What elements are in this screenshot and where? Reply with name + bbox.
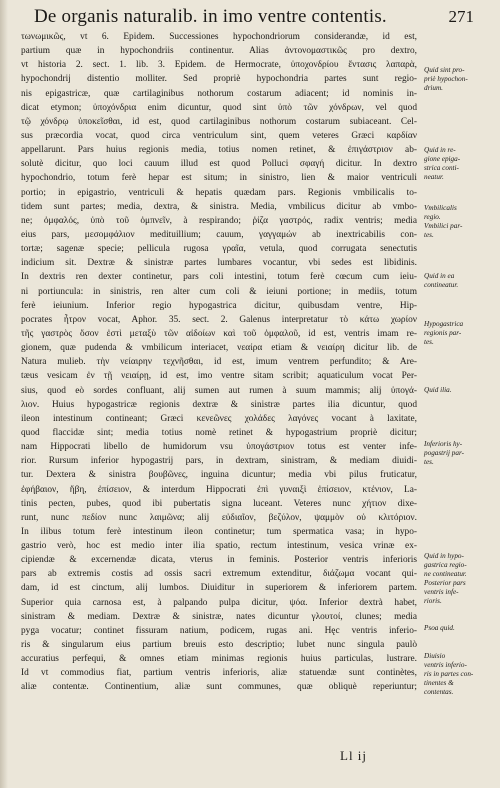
margin-note [424, 552, 494, 606]
text-line: indicium sit. Dextræ & sinistræ partes lumbares vocantur, vbi sedes est libidinis. [21, 258, 417, 269]
margin-note-line: Psoa quid. [424, 624, 455, 632]
margin-note-line: Posterior pars [424, 579, 466, 587]
margin-note [424, 624, 494, 633]
text-line: cipiendæ & excernendæ dicata, vterus in feminis. Posterior ventris inferioris [21, 555, 417, 566]
text-line: Superior quia carnosa est, à palpando pulpa dicitur, ψόα. Inferior dextrà habet, [21, 597, 417, 608]
margin-note-line: Vmbilici par- [424, 222, 463, 230]
text-line: hypochondrio, totum ferè hepar est situm; in sinistro, lien & maior ventriculi [21, 173, 417, 184]
text-line: solutè dicitur, quo loci cauum illud est quod Polluci σφαγή dicitur. In dextro [21, 159, 417, 170]
text-line: aliæ contentæ. Continentium, aliæ sunt communes, quæ obliquè reperiuntur; [21, 682, 417, 693]
margin-note-line: ventris inferio- [424, 661, 467, 669]
margin-note-line: tes. [424, 231, 434, 239]
text-line: dicat etymon; ὑποχόνδρια enim dicuntur, quod sint ὑπὸ τῶν χόνδρων, vel quod [21, 102, 417, 113]
margin-note [424, 146, 494, 182]
margin-note [424, 320, 494, 347]
margin-note [424, 440, 494, 467]
text-line: tidem sunt partes; media, dextra, & sinistra. Media, vmbilicus dicitur ab vmbo- [21, 201, 417, 212]
text-line: hypochondrij distentio molliter. Sed propriè hypochondria partes sunt regio- [21, 74, 417, 85]
text-line: λιον. Huius hypogastricæ regionis dextræ & sinistræ partes ilia dicuntur, quod [21, 399, 417, 410]
text-line: sius, quod eò sordes confluant, alij sumen aut rumen à suum mammis; alij ὑπογά- [21, 385, 417, 396]
text-line: ne; ὀμφαλός, ὑπὸ τοῦ ὀμπνεῖν, à respirando; ῥίζα γαστρός, radix ventris; media [21, 215, 417, 226]
margin-note [424, 652, 494, 697]
margin-note [424, 66, 494, 93]
text-line: ileon intestinum contineant; Græci κενεῶνες χολάδες λαγόνες vocant à laxitate, [21, 413, 417, 424]
text-line: pars ab extremis costis ad ossis sacri extremum extenditur, διάζωμα vocant qui- [21, 569, 417, 580]
margin-note-line: tes. [424, 338, 434, 346]
text-line: sinistram & mediam. Dextræ & sinistræ, nates dicuntur γλουτοί, clunes; media [21, 611, 417, 622]
margin-note-line: Quid ilia. [424, 386, 452, 394]
page-number: 271 [448, 7, 474, 26]
margin-note-line: priè hypochon- [424, 75, 468, 83]
text-line: nam Hippocrati libello de humidorum vsu ὑπογάστριον totus est venter infe- [21, 442, 417, 453]
margin-note [424, 272, 494, 290]
text-line: ni portiuncula: in sinistris, ren alter cum coli & ieiuni portione; in mediis, totum [21, 286, 417, 297]
text-line: gastrio verò, hoc est medio inter ilia spatio, rectum intestinum, vesica vrinæ ex- [21, 541, 417, 552]
signature-mark: Ll ij [340, 748, 368, 763]
margin-note-line: Hypogastrica [424, 320, 464, 328]
text-line: τωνωμικῶς, vt 6. Epidem. Successiones hypochondriorum considerandæ, id est, [21, 32, 417, 42]
text-line: eius pars, μεσομφάλιον medituillium; cauum, γαγγαμών ab inextricabilis con- [21, 229, 417, 240]
text-line: runt, nunc πεδίον nunc λαιμῶνα; alij εὐδιαῖον, βεζύλον, ψαμμὸν οὐ κλιτόριον. [21, 512, 417, 523]
text-line: appellarunt. Pars huius regionis media, totius nomen retinet, & ἐπιγάστριον ab- [21, 145, 417, 156]
text-line: pyga vocatur; continet fissuram natium, podicem, rugas ani. Hęc ventris inferio- [21, 625, 417, 636]
margin-note-line: pogastrij par- [424, 449, 464, 457]
margin-note-line: ventris infe- [424, 588, 459, 596]
margin-note-line: Diuisio [424, 652, 446, 660]
text-line: partium quæ in hypochondriis continentur. Alias ἀντονομαστικῶς pro dextro, [21, 46, 417, 57]
margin-note-line: drium. [424, 84, 443, 92]
text-line: pocrates ἦτρον vocat, Aphor. 35. sect. 2. Galenus interpretatur τὸ κάτω χωρίον [21, 314, 417, 325]
margin-note-line: tes. [424, 458, 434, 466]
text-line: ris & singularum eius partium breuis esto descriptio; lubet nunc singula paulò [21, 640, 417, 651]
text-line: accuratius perfequi, & omnes etiam minimas regionis huius particulas, lustrare. [21, 654, 417, 665]
margin-note-line: gastrica regio- [424, 561, 467, 569]
text-line: ferè ieiunium. Inferior regio hypogastrica dicitur, quibusdam ventre, Hip- [21, 300, 417, 311]
text-line: Natura mulieb. τὴν νείαιρην τεχνῆσθαι, id est, imum ventrem perfundito; & Are- [21, 357, 417, 368]
main-text-block [21, 30, 417, 695]
text-line: nis epigastricæ, quæ cartilaginibus nothorum costarum adiacent; id nominis in- [21, 88, 417, 99]
text-line: dam, id est cinctum, alij lumbos. Diuiditur in superiorem & inferiorem partem. [21, 583, 417, 594]
margin-note-line: gione epiga- [424, 155, 461, 163]
margin-note-line: regio. [424, 213, 441, 221]
margin-note-line: Quid in ea [424, 272, 455, 280]
margin-note-line: ne contineatur. [424, 570, 467, 578]
running-head: De organis naturalib. in imo ventre contentis. [34, 6, 387, 27]
text-line: portio; in epigastrio, ventriculi & hepatis quædam pars. Regionis vmbilicalis to- [21, 187, 417, 198]
text-line: τῷ χόνδρῳ ὑποκεῖσθαι, id est, quod cartilaginibus nothorum costarum subiaceant. Cel- [21, 116, 417, 127]
margin-note-line: neatur. [424, 173, 444, 181]
margin-note-line: tinentes & [424, 679, 454, 687]
text-line: In ilibus totum ferè intestinum ileon continetur; tum spermatica vasa; in hypo- [21, 526, 417, 537]
text-line: rior. Rursum inferior hypogastrij pars, in dextram, sinistram, & mediam diuidi- [21, 456, 417, 467]
margin-note-line: Vmbilicalis [424, 204, 457, 212]
margin-note-line: Quid sint pro- [424, 66, 465, 74]
text-line: tæus vesicam ἐν τῇ νειαίρῃ, id est, imo ventre sitam scribit; aquaticulum vocat Per- [21, 371, 417, 382]
text-line: tortæ; sagenæ specie; pellicula rugosa γραῖα, vetula, quod corrugata senectutis [21, 244, 417, 255]
text-line: vt historia 2. sect. 1. lib. 3. Epidem. de Hermocrate, ὑποχονδρίου ἔντασις λαπαρὰ, [21, 60, 417, 71]
text-line: τῆς γαστρὸς ὅσον ἐστὶ μεταξὺ τῶν αἰδοίων καὶ τοῦ ὀμφαλοῦ, id est, ventris imam re- [21, 328, 417, 339]
page-edge-shadow [0, 0, 8, 788]
text-line: In dextris ren dexter continetur, pars coli intestini, totum ferè cœcum cum ieiu- [21, 272, 417, 283]
text-line: Id vt commodius fiat, partium ventris inferioris, aliæ statuendæ sunt continètes, [21, 668, 417, 679]
text-line: sus præcordia vocat, quod circa ventriculum sint, quem veteres Græci καρδίαν [21, 130, 417, 141]
page-header [34, 6, 474, 30]
text-line: gionem, quæ pudenda & vmbilicum interiacet, νεαίρα etiam & νειαίρη dicitur lib. de [21, 343, 417, 354]
text-line: quod flaccidæ sint; media totius nomè retinet & hypogastrium propriè dicitur; [21, 427, 417, 438]
margin-note-line: contentas. [424, 688, 454, 696]
text-line: tur. Dextera & sinistra βουβῶνες, inguina dicuntur; media vbi pilus fruticatur, [21, 470, 417, 481]
margin-note-line: Inferioris hy- [424, 440, 463, 448]
text-line: ἐφήβαιον, ἥβη, ἐπίσειον, & interdum Hippocrati ἐπὶ γυναιξὶ ἐπίσειον, κτένιον, La- [21, 484, 417, 495]
marginal-notes [424, 0, 494, 788]
margin-note [424, 386, 494, 395]
text-line: tinis pecten, pubes, quod ibi pubertatis signa luceant. Veteres nunc χήτιον dixe- [21, 498, 417, 509]
margin-note-line: ris in partes con- [424, 670, 474, 678]
margin-note-line: Quid in hypo- [424, 552, 464, 560]
margin-note-line: contineatur. [424, 281, 459, 289]
margin-note-line: rioris. [424, 597, 442, 605]
margin-note-line: regionis par- [424, 329, 462, 337]
margin-note [424, 204, 494, 240]
margin-note-line: strica conti- [424, 164, 459, 172]
margin-note-line: Quid in re- [424, 146, 456, 154]
